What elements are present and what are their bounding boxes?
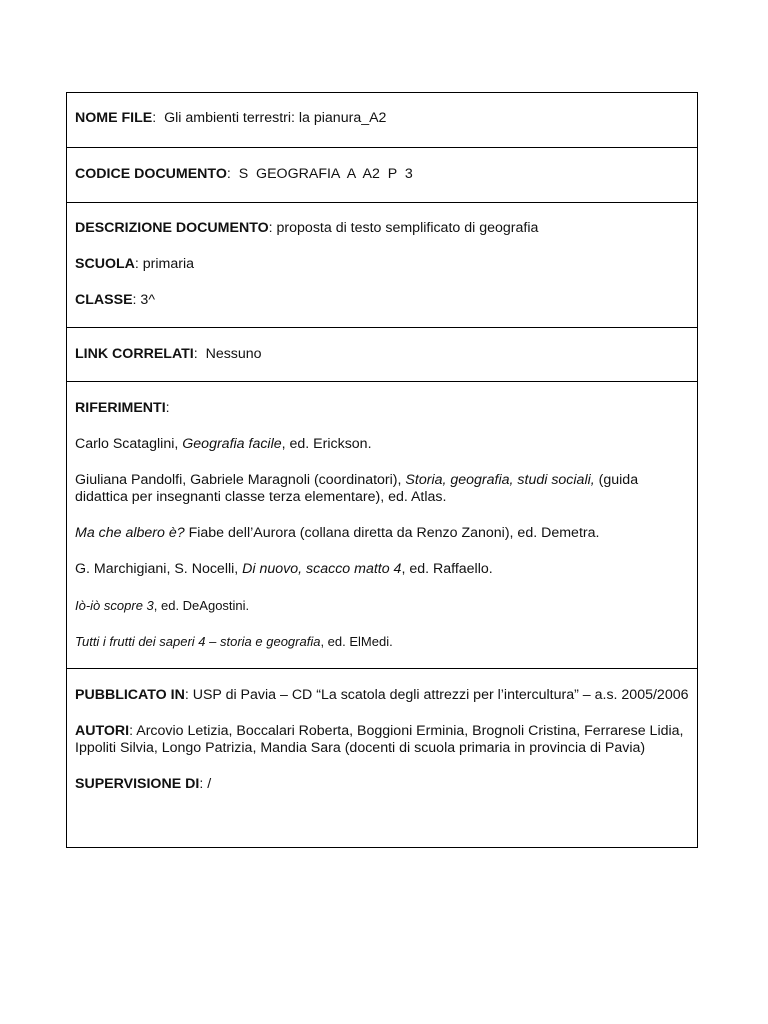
- riferimenti-colon: :: [165, 400, 170, 416]
- classe-line: [75, 292, 689, 309]
- nome-file-sep: :: [152, 110, 165, 126]
- row-riferimenti: [67, 381, 697, 668]
- autori-line: [75, 723, 689, 757]
- reference-title: Geografia facile: [182, 436, 282, 452]
- pubblicato-value: : USP di Pavia – CD “La scatola degli attrezzi per l’intercultura” – a.s. 2005/2006: [184, 687, 689, 703]
- nome-file-value: Gli ambienti terrestri: la pianura_A2: [164, 110, 387, 126]
- link-correlati-label: LINK CORRELATI: [75, 346, 194, 362]
- row-nome-file: [67, 93, 697, 147]
- link-correlati-sep: :: [193, 346, 206, 362]
- reference-publisher: , ed. Raffaello.: [401, 561, 493, 577]
- link-correlati-line: [75, 346, 689, 363]
- metadata-table: [66, 92, 698, 848]
- descrizione-line: [75, 220, 689, 237]
- reference-publisher: , ed. ElMedi.: [320, 634, 393, 649]
- scuola-line: [75, 256, 689, 273]
- riferimenti-heading: [75, 400, 689, 417]
- reference-item: [75, 525, 689, 542]
- riferimenti-label: RIFERIMENTI: [75, 400, 166, 416]
- row-link-correlati: [67, 327, 697, 381]
- descrizione-label: DESCRIZIONE DOCUMENTO: [75, 220, 269, 236]
- reference-title: Iò-iò scopre 3: [75, 598, 154, 613]
- classe-label: CLASSE: [75, 292, 133, 308]
- reference-item: [75, 633, 689, 650]
- supervisione-label: SUPERVISIONE DI: [75, 776, 200, 792]
- nome-file-label: NOME FILE: [75, 110, 153, 126]
- pubblicato-label: PUBBLICATO IN: [75, 687, 185, 703]
- classe-value: : 3^: [132, 292, 155, 308]
- autori-label: AUTORI: [75, 723, 130, 739]
- reference-title: Di nuovo, scacco matto 4: [242, 561, 402, 577]
- link-correlati-value: Nessuno: [205, 346, 262, 362]
- nome-file-line: [75, 110, 689, 127]
- supervisione-value: : /: [199, 776, 212, 792]
- reference-title: Ma che albero è?: [75, 525, 185, 541]
- scuola-value: : primaria: [134, 256, 195, 272]
- reference-author: G. Marchigiani, S. Nocelli,: [75, 561, 243, 577]
- reference-publisher: , ed. DeAgostini.: [153, 598, 250, 613]
- reference-publisher: (guida didattica per insegnanti classe terza elementare), ed. Atlas.: [75, 472, 639, 505]
- row-pubblicazione: [67, 668, 697, 847]
- row-descrizione: [67, 202, 697, 327]
- codice-documento-sep: :: [226, 166, 239, 182]
- descrizione-value: : proposta di testo semplificato di geografia: [268, 220, 539, 236]
- reference-title: Storia, geografia, studi sociali,: [405, 472, 595, 488]
- reference-author: Giuliana Pandolfi, Gabriele Maragnoli (coordinatori),: [75, 472, 406, 488]
- reference-item: [75, 597, 689, 614]
- autori-value: : Arcovio Letizia, Boccalari Roberta, Boggioni Erminia, Brognoli Cristina, Ferrarese Lidia, Ippoliti Silvia, Longo Patrizia, Mandia Sara (docenti di scuola primaria in provincia di Pavia): [75, 723, 684, 756]
- reference-item: [75, 472, 689, 506]
- row-codice-documento: [67, 147, 697, 202]
- supervisione-line: [75, 776, 689, 793]
- codice-documento-line: [75, 166, 689, 183]
- pubblicato-line: [75, 687, 689, 704]
- reference-item: [75, 436, 689, 453]
- reference-item: [75, 561, 689, 578]
- reference-title: Tutti i frutti dei saperi 4 – storia e geografia: [75, 634, 321, 649]
- reference-publisher: Fiabe dell’Aurora (collana diretta da Renzo Zanoni), ed. Demetra.: [184, 525, 600, 541]
- reference-publisher: , ed. Erickson.: [281, 436, 372, 452]
- codice-documento-label: CODICE DOCUMENTO: [75, 166, 227, 182]
- reference-author: Carlo Scataglini,: [75, 436, 183, 452]
- codice-documento-value: S GEOGRAFIA A A2 P 3: [238, 166, 413, 182]
- scuola-label: SCUOLA: [75, 256, 135, 272]
